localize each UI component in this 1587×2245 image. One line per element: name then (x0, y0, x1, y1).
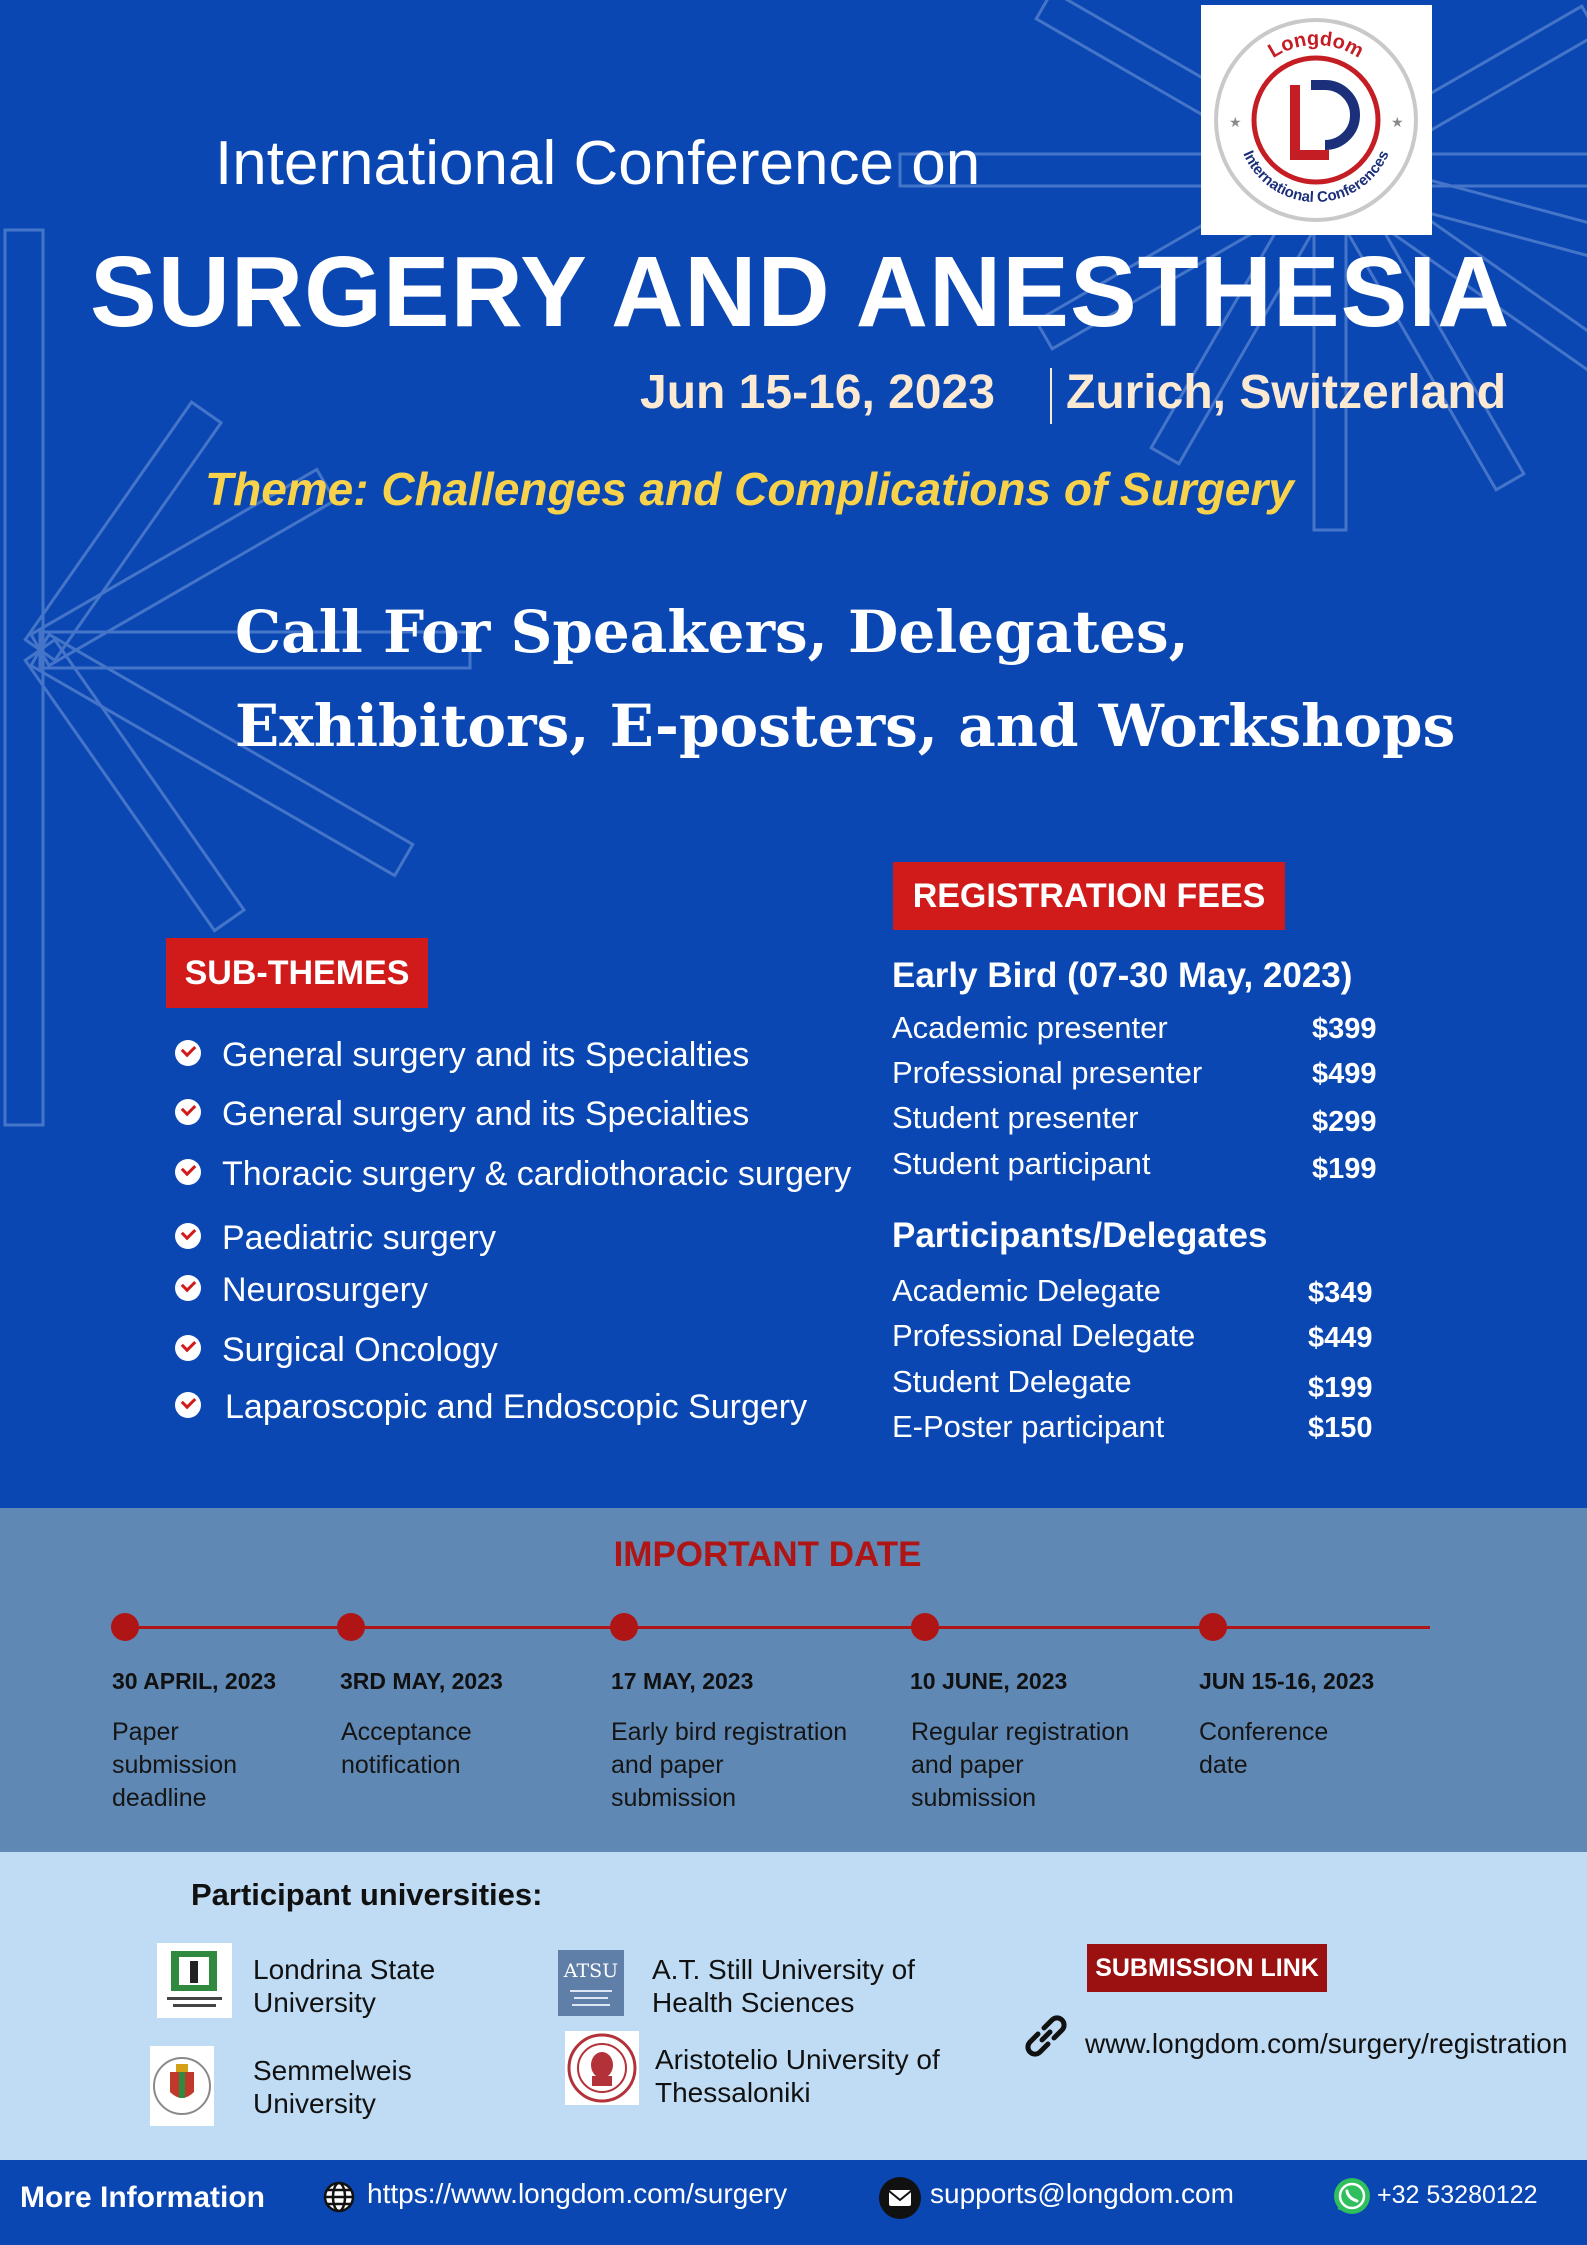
timeline-dot (337, 1613, 365, 1641)
globe-icon (322, 2180, 356, 2214)
check-icon (175, 1159, 201, 1185)
fee-price: $349 (1308, 1277, 1373, 1309)
check-icon (175, 1223, 201, 1249)
timeline-date: 3RD MAY, 2023 (340, 1668, 503, 1694)
aristotelio-logo (565, 2031, 639, 2105)
university-name: Londrina State University (253, 1954, 436, 2018)
page-title: SURGERY AND ANESTHESIA (90, 236, 1511, 348)
fee-label: Student presenter (892, 1100, 1139, 1135)
fee-price: $449 (1308, 1322, 1373, 1354)
fee-price: $150 (1308, 1412, 1373, 1444)
event-dates: Jun 15-16, 2023 (640, 366, 995, 419)
timeline-line (125, 1626, 1430, 1629)
timeline-dot (610, 1613, 638, 1641)
timeline-desc: Acceptance notification (341, 1718, 472, 1779)
timeline-desc: Early bird registration and paper submission (611, 1718, 848, 1812)
subthemes-label: SUB-THEMES (166, 938, 428, 1008)
early-bird-title: Early Bird (07-30 May, 2023) (892, 956, 1353, 995)
timeline-desc: Paper submission deadline (112, 1718, 238, 1812)
fee-price: $199 (1312, 1153, 1377, 1185)
university-name: Aristotelio University of Thessaloniki (655, 2044, 940, 2108)
more-information-label: More Information (20, 2181, 265, 2214)
longdom-logo (1201, 5, 1432, 235)
submission-link-label: SUBMISSION LINK (1087, 1944, 1327, 1992)
participants-title: Participants/Delegates (892, 1216, 1268, 1255)
important-dates-title: IMPORTANT DATE (613, 1535, 922, 1574)
logo-d-shape (1311, 85, 1355, 145)
londrina-logo (157, 1943, 232, 2018)
fee-label: Academic presenter (892, 1010, 1168, 1045)
timeline-date: 10 JUNE, 2023 (910, 1668, 1068, 1694)
conference-theme: Theme: Challenges and Complications of Surgery (205, 463, 1294, 515)
atsu-logo: ATSU (558, 1950, 624, 2016)
logo-bottom-text: International Conferences (1239, 147, 1393, 207)
timeline-desc: Conference date (1199, 1718, 1329, 1779)
universities-title: Participant universities: (191, 1877, 543, 1912)
fee-label: Student participant (892, 1146, 1151, 1181)
university-name: A.T. Still University of Health Sciences (652, 1954, 915, 2018)
link-icon (1018, 2008, 1074, 2064)
check-icon (175, 1335, 201, 1361)
fee-price: $499 (1312, 1058, 1377, 1090)
date-location-divider (1050, 368, 1052, 424)
fee-label: E-Poster participant (892, 1409, 1165, 1444)
fee-label: Student Delegate (892, 1364, 1132, 1399)
fee-label: Professional presenter (892, 1055, 1203, 1090)
logo-top-text: Longdom (1264, 27, 1368, 63)
event-location: Zurich, Switzerland (1066, 366, 1507, 419)
fee-label: Professional Delegate (892, 1318, 1196, 1353)
submission-link[interactable]: www.longdom.com/surgery/registration (1085, 2028, 1568, 2059)
timeline-date: 17 MAY, 2023 (611, 1668, 754, 1694)
mail-icon (878, 2176, 922, 2220)
logo-l-shape (1295, 85, 1329, 155)
check-icon (175, 1099, 201, 1125)
check-icon (175, 1040, 201, 1066)
fee-price: $299 (1312, 1106, 1377, 1138)
website-link[interactable]: https://www.longdom.com/surgery (367, 2178, 788, 2209)
check-icon (175, 1275, 201, 1301)
timeline-desc: Regular registration and paper submission (911, 1718, 1130, 1812)
timeline-date: 30 APRIL, 2023 (112, 1668, 277, 1694)
timeline-dot (1199, 1613, 1227, 1641)
whatsapp-icon (1332, 2176, 1372, 2216)
university-name: Semmelweis University (253, 2055, 412, 2119)
call-for-participation: Call For Speakers, Delegates, Exhibitors, E-posters, and Workshops (235, 598, 1456, 760)
fee-label: Academic Delegate (892, 1273, 1161, 1308)
timeline-dot (911, 1613, 939, 1641)
timeline-date: JUN 15-16, 2023 (1199, 1668, 1375, 1694)
logo-star-right: ★ (1391, 115, 1404, 131)
timeline-dot (111, 1613, 139, 1641)
logo-star-left: ★ (1229, 115, 1242, 131)
fee-price: $199 (1308, 1372, 1373, 1404)
conference-line: International Conference on (215, 129, 981, 198)
longdom-logo-graphic (1201, 5, 1432, 235)
semmelweis-logo (150, 2046, 214, 2126)
registration-fees-label: REGISTRATION FEES (893, 862, 1285, 930)
check-icon (175, 1392, 201, 1418)
email-link[interactable]: supports@longdom.com (930, 2178, 1234, 2209)
fee-price: $399 (1312, 1013, 1377, 1045)
phone-number[interactable]: +32 53280122 (1377, 2181, 1538, 2209)
